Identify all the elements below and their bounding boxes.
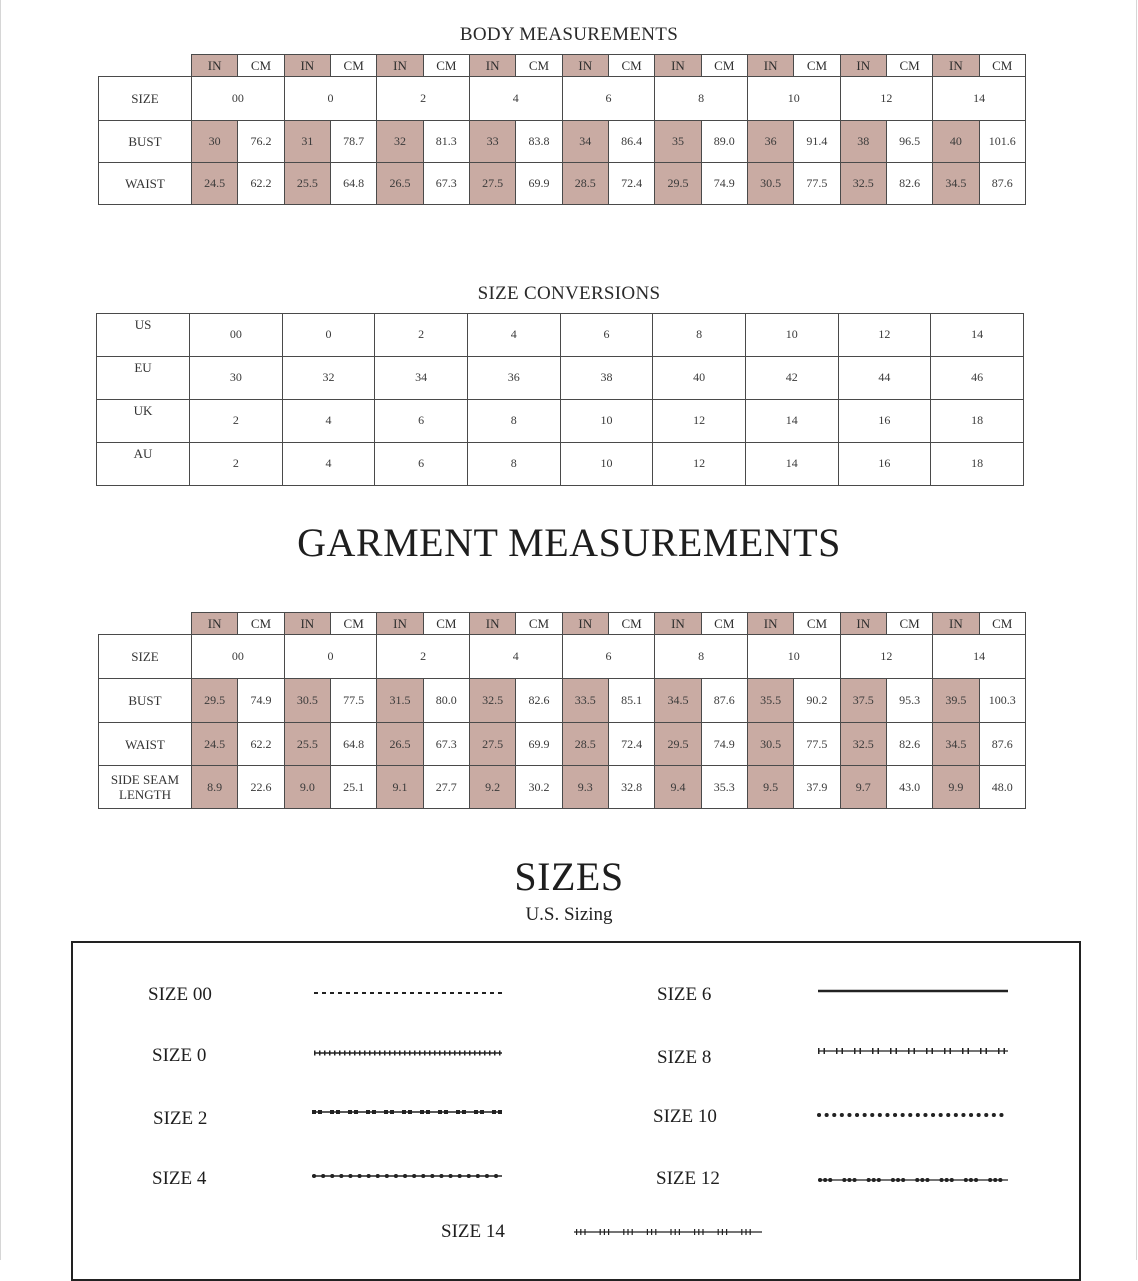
row-label: BUST (99, 679, 192, 723)
value-cell-in: 32.5 (840, 163, 886, 205)
au-row (97, 443, 1024, 486)
value-cell-cm: 27.7 (423, 766, 469, 809)
value-cell-cm: 96.5 (886, 121, 932, 163)
bust-row (99, 121, 1026, 163)
conversion-cell: 10 (560, 400, 653, 443)
sizes-title: SIZES (514, 854, 624, 899)
conversion-cell: 18 (931, 400, 1024, 443)
value-cell-cm: 74.9 (701, 163, 747, 205)
value-cell-cm: 62.2 (238, 723, 284, 766)
unit-header-cm: CM (608, 613, 654, 635)
value-cell-cm: 80.0 (423, 679, 469, 723)
unit-header-in: IN (192, 55, 238, 77)
value-cell-in: 34.5 (933, 723, 979, 766)
value-cell-cm: 77.5 (794, 163, 840, 205)
conversion-cell: 12 (653, 400, 746, 443)
conversion-cell: 34 (375, 357, 468, 400)
unit-header-cm: CM (701, 55, 747, 77)
value-cell-in: 31.5 (377, 679, 423, 723)
conversion-cell: 8 (467, 400, 560, 443)
unit-header-cm: CM (979, 55, 1025, 77)
conversion-cell: 44 (838, 357, 931, 400)
value-cell-cm: 22.6 (238, 766, 284, 809)
value-cell-cm: 82.6 (516, 679, 562, 723)
unit-header-in: IN (562, 55, 608, 77)
unit-header-cm: CM (423, 55, 469, 77)
page-right-rule (1136, 0, 1137, 1260)
value-cell-in: 29.5 (655, 723, 701, 766)
size-cell: 14 (933, 77, 1026, 121)
unit-header-cm: CM (423, 613, 469, 635)
header-corner (99, 55, 192, 77)
conversion-cell: 12 (653, 443, 746, 486)
uk-row (97, 400, 1024, 443)
value-cell-cm: 25.1 (330, 766, 376, 809)
value-cell-cm: 83.8 (516, 121, 562, 163)
value-cell-in: 40 (933, 121, 979, 163)
value-cell-in: 30.5 (747, 723, 793, 766)
size-cell: 8 (655, 77, 748, 121)
unit-header-in: IN (747, 55, 793, 77)
legend-line-size-4 (310, 1167, 505, 1185)
conversion-cell: 2 (190, 443, 283, 486)
conversion-cell: 4 (282, 400, 375, 443)
unit-header-in: IN (747, 613, 793, 635)
conversion-cell: 6 (560, 314, 653, 357)
value-cell-in: 28.5 (562, 163, 608, 205)
page-left-rule (0, 0, 1, 1260)
value-cell-in: 29.5 (655, 163, 701, 205)
region-label: UK (97, 400, 190, 443)
value-cell-cm: 67.3 (423, 723, 469, 766)
value-cell-in: 9.1 (377, 766, 423, 809)
unit-header-cm: CM (238, 613, 284, 635)
value-cell-cm: 74.9 (701, 723, 747, 766)
conversion-cell: 18 (931, 443, 1024, 486)
size-cell: 00 (192, 635, 285, 679)
value-cell-cm: 82.6 (886, 723, 932, 766)
conversion-cell: 10 (560, 443, 653, 486)
value-cell-cm: 69.9 (516, 163, 562, 205)
conversion-cell: 8 (653, 314, 746, 357)
size-cell: 0 (284, 635, 377, 679)
row-label (99, 766, 192, 809)
eu-row (97, 357, 1024, 400)
unit-header-in: IN (933, 613, 979, 635)
us-row (97, 314, 1024, 357)
conversion-cell: 0 (282, 314, 375, 357)
row-label-line-1: SIDE SEAM (110, 772, 180, 787)
value-cell-in: 36 (747, 121, 793, 163)
unit-header-cm: CM (330, 613, 376, 635)
value-cell-in: 30.5 (747, 163, 793, 205)
value-cell-in: 34 (562, 121, 608, 163)
value-cell-in: 24.5 (192, 163, 238, 205)
unit-header-in: IN (933, 55, 979, 77)
size-cell: 00 (192, 77, 285, 121)
side-seam-length-row (99, 766, 1026, 809)
conversion-cell: 38 (560, 357, 653, 400)
garment-measurements-title: GARMENT MEASUREMENTS (297, 520, 841, 565)
value-cell-cm: 85.1 (608, 679, 654, 723)
waist-row (99, 163, 1026, 205)
unit-header-cm: CM (794, 613, 840, 635)
legend-label-size-14: SIZE 14 (441, 1221, 505, 1242)
legend-label-size-10: SIZE 10 (653, 1106, 717, 1127)
unit-header-in: IN (655, 613, 701, 635)
value-cell-cm: 81.3 (423, 121, 469, 163)
conversion-cell: 40 (653, 357, 746, 400)
legend-label-size-4: SIZE 4 (152, 1168, 207, 1189)
unit-header-in: IN (377, 55, 423, 77)
value-cell-cm: 37.9 (794, 766, 840, 809)
value-cell-in: 25.5 (284, 723, 330, 766)
value-cell-cm: 69.9 (516, 723, 562, 766)
unit-header-in: IN (655, 55, 701, 77)
conversion-cell: 10 (745, 314, 838, 357)
legend-line-size-6 (816, 982, 1011, 1000)
conversion-cell: 16 (838, 400, 931, 443)
legend-label-size-2: SIZE 2 (153, 1108, 208, 1129)
value-cell-cm: 76.2 (238, 121, 284, 163)
conversion-cell: 46 (931, 357, 1024, 400)
conversion-cell: 00 (190, 314, 283, 357)
value-cell-cm: 72.4 (608, 163, 654, 205)
value-cell-in: 37.5 (840, 679, 886, 723)
sizes-subtitle: U.S. Sizing (525, 904, 613, 925)
size-cell: 14 (933, 635, 1026, 679)
size-row (99, 77, 1026, 121)
conversion-cell: 6 (375, 400, 468, 443)
garment-measurements-table (98, 612, 1026, 809)
conversion-cell: 2 (190, 400, 283, 443)
legend-label-size-0: SIZE 0 (152, 1045, 207, 1066)
value-cell-in: 9.7 (840, 766, 886, 809)
unit-header-in: IN (284, 55, 330, 77)
legend-label-size-6: SIZE 6 (657, 984, 712, 1005)
size-row (99, 635, 1026, 679)
value-cell-in: 35.5 (747, 679, 793, 723)
value-cell-cm: 32.8 (608, 766, 654, 809)
value-cell-in: 33.5 (562, 679, 608, 723)
unit-header-in: IN (840, 55, 886, 77)
value-cell-cm: 43.0 (886, 766, 932, 809)
row-label-size: SIZE (99, 635, 192, 679)
value-cell-in: 24.5 (192, 723, 238, 766)
unit-header-cm: CM (701, 613, 747, 635)
value-cell-cm: 30.2 (516, 766, 562, 809)
value-cell-in: 32 (377, 121, 423, 163)
value-cell-in: 27.5 (469, 163, 515, 205)
body-measurements-title: BODY MEASUREMENTS (459, 24, 679, 45)
row-label: WAIST (99, 723, 192, 766)
value-cell-in: 34.5 (933, 163, 979, 205)
size-cell: 6 (562, 77, 655, 121)
bust-row (99, 679, 1026, 723)
value-cell-in: 25.5 (284, 163, 330, 205)
value-cell-cm: 101.6 (979, 121, 1025, 163)
value-cell-in: 9.9 (933, 766, 979, 809)
value-cell-cm: 77.5 (330, 679, 376, 723)
value-cell-in: 32.5 (469, 679, 515, 723)
row-label-size: SIZE (99, 77, 192, 121)
unit-header-cm: CM (516, 613, 562, 635)
value-cell-cm: 62.2 (238, 163, 284, 205)
value-cell-in: 26.5 (377, 723, 423, 766)
unit-header-cm: CM (330, 55, 376, 77)
conversion-cell: 36 (467, 357, 560, 400)
conversion-cell: 14 (931, 314, 1024, 357)
unit-header-in: IN (562, 613, 608, 635)
unit-header-row (99, 55, 1026, 77)
body-measurements-table (98, 54, 1026, 205)
size-cell: 12 (840, 77, 933, 121)
value-cell-cm: 72.4 (608, 723, 654, 766)
conversion-cell: 4 (467, 314, 560, 357)
legend-line-size-00 (312, 984, 507, 1002)
row-label-line-2: LENGTH (119, 787, 171, 802)
conversion-cell: 14 (745, 443, 838, 486)
size-cell: 4 (469, 77, 562, 121)
conversion-cell: 8 (467, 443, 560, 486)
value-cell-in: 30 (192, 121, 238, 163)
value-cell-cm: 91.4 (794, 121, 840, 163)
value-cell-cm: 87.6 (979, 163, 1025, 205)
conversion-cell: 12 (838, 314, 931, 357)
unit-header-cm: CM (238, 55, 284, 77)
size-conversions-title: SIZE CONVERSIONS (477, 283, 661, 304)
value-cell-cm: 48.0 (979, 766, 1025, 809)
value-cell-in: 28.5 (562, 723, 608, 766)
size-cell: 10 (747, 77, 840, 121)
legend-line-size-10 (816, 1106, 1011, 1124)
conversion-cell: 4 (282, 443, 375, 486)
value-cell-in: 9.2 (469, 766, 515, 809)
value-cell-in: 9.3 (562, 766, 608, 809)
legend-line-size-8 (816, 1042, 1011, 1060)
value-cell-in: 29.5 (192, 679, 238, 723)
value-cell-cm: 35.3 (701, 766, 747, 809)
value-cell-in: 8.9 (192, 766, 238, 809)
unit-header-cm: CM (794, 55, 840, 77)
value-cell-cm: 86.4 (608, 121, 654, 163)
value-cell-in: 33 (469, 121, 515, 163)
row-label: BUST (99, 121, 192, 163)
size-cell: 8 (655, 635, 748, 679)
value-cell-in: 39.5 (933, 679, 979, 723)
unit-header-cm: CM (886, 613, 932, 635)
unit-header-in: IN (469, 55, 515, 77)
value-cell-cm: 87.6 (701, 679, 747, 723)
region-label: US (97, 314, 190, 357)
unit-header-row (99, 613, 1026, 635)
unit-header-cm: CM (516, 55, 562, 77)
legend-line-size-0 (312, 1044, 507, 1062)
conversion-cell: 14 (745, 400, 838, 443)
unit-header-in: IN (284, 613, 330, 635)
size-cell: 12 (840, 635, 933, 679)
size-cell: 0 (284, 77, 377, 121)
unit-header-in: IN (840, 613, 886, 635)
region-label: AU (97, 443, 190, 486)
conversion-cell: 2 (375, 314, 468, 357)
value-cell-in: 32.5 (840, 723, 886, 766)
value-cell-in: 34.5 (655, 679, 701, 723)
value-cell-cm: 77.5 (794, 723, 840, 766)
region-label: EU (97, 357, 190, 400)
legend-label-size-8: SIZE 8 (657, 1047, 712, 1068)
value-cell-cm: 89.0 (701, 121, 747, 163)
size-conversions-table (96, 313, 1024, 486)
size-cell: 2 (377, 77, 470, 121)
value-cell-in: 9.5 (747, 766, 793, 809)
header-corner (99, 613, 192, 635)
unit-header-cm: CM (608, 55, 654, 77)
unit-header-in: IN (469, 613, 515, 635)
value-cell-in: 9.0 (284, 766, 330, 809)
conversion-cell: 16 (838, 443, 931, 486)
value-cell-in: 9.4 (655, 766, 701, 809)
unit-header-in: IN (192, 613, 238, 635)
value-cell-in: 35 (655, 121, 701, 163)
value-cell-cm: 82.6 (886, 163, 932, 205)
value-cell-cm: 100.3 (979, 679, 1025, 723)
legend-line-size-12 (816, 1171, 1011, 1189)
value-cell-in: 27.5 (469, 723, 515, 766)
conversion-cell: 6 (375, 443, 468, 486)
value-cell-cm: 64.8 (330, 163, 376, 205)
waist-row (99, 723, 1026, 766)
conversion-cell: 42 (745, 357, 838, 400)
size-cell: 6 (562, 635, 655, 679)
value-cell-in: 30.5 (284, 679, 330, 723)
value-cell-cm: 74.9 (238, 679, 284, 723)
conversion-cell: 30 (190, 357, 283, 400)
value-cell-in: 26.5 (377, 163, 423, 205)
conversion-cell: 32 (282, 357, 375, 400)
unit-header-cm: CM (886, 55, 932, 77)
value-cell-cm: 90.2 (794, 679, 840, 723)
legend-label-size-00: SIZE 00 (148, 984, 212, 1005)
value-cell-in: 31 (284, 121, 330, 163)
legend-line-size-2 (310, 1103, 505, 1121)
legend-line-size-14 (572, 1223, 767, 1241)
row-label: WAIST (99, 163, 192, 205)
unit-header-in: IN (377, 613, 423, 635)
value-cell-cm: 78.7 (330, 121, 376, 163)
value-cell-cm: 95.3 (886, 679, 932, 723)
value-cell-cm: 67.3 (423, 163, 469, 205)
value-cell-cm: 64.8 (330, 723, 376, 766)
size-cell: 10 (747, 635, 840, 679)
size-cell: 4 (469, 635, 562, 679)
unit-header-cm: CM (979, 613, 1025, 635)
legend-label-size-12: SIZE 12 (656, 1168, 720, 1189)
size-cell: 2 (377, 635, 470, 679)
value-cell-cm: 87.6 (979, 723, 1025, 766)
value-cell-in: 38 (840, 121, 886, 163)
